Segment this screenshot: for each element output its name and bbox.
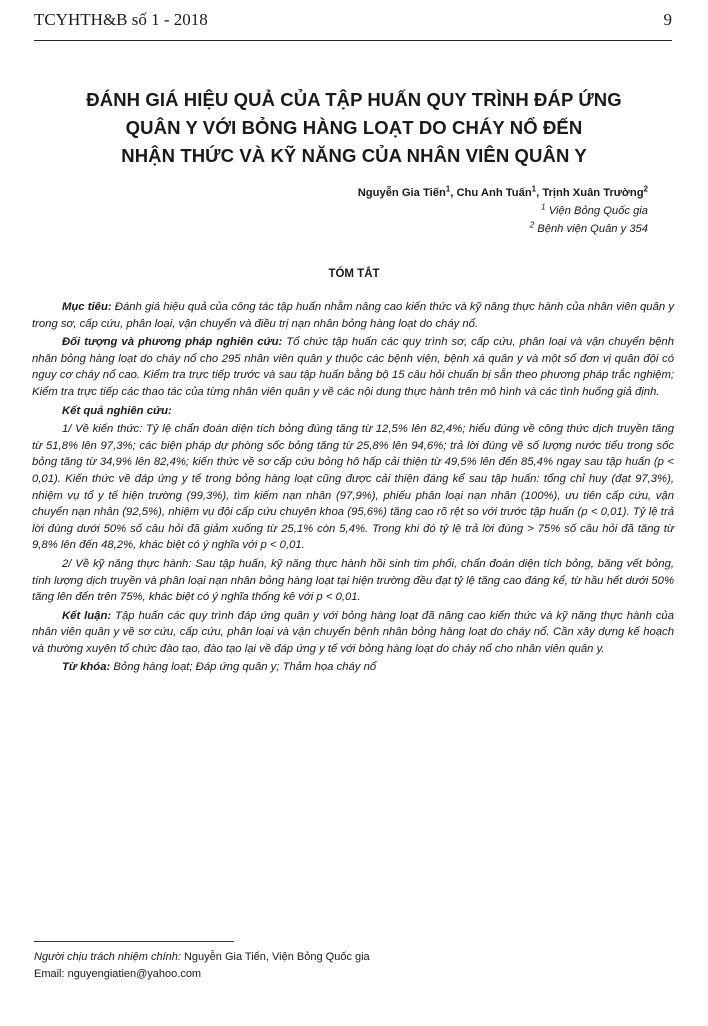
author-3: Trịnh Xuân Trường	[542, 187, 644, 199]
footnote-divider	[34, 941, 234, 942]
author-1: Nguyễn Gia Tiến	[357, 187, 446, 199]
email-address[interactable]: nguyengiatien@yahoo.com	[64, 968, 202, 980]
responsible-label: Người chịu trách nhiệm chính:	[34, 951, 181, 963]
page-number: 9	[663, 10, 672, 29]
title-line-3: NHẬN THỨC VÀ KỸ NĂNG CỦA NHÂN VIÊN QUÂN Y	[121, 145, 587, 166]
abstract-results-skills: 2/ Về kỹ năng thực hành: Sau tập huấn, kỹ năng thực hành hồi sinh tim phổi, chẩn đoán diện tích bỏng, băng vết bỏng, tính lượng dịch truyền và phân loại nạn nhân bỏng hàng loạt tại hiện trường đều đạt tỷ lệ tăng cao đáng kể, từ hầu hết dưới 50% tăng lên đến trên 75%, khác biệt có ý nghĩa thống kê với p < 0,01.	[32, 557, 674, 604]
header-divider	[34, 40, 672, 41]
methods-text: Tổ chức tập huấn các quy trình sơ, cấp cứu, phân loại và vận chuyển bệnh nhân bỏng hàng loạt do cháy nổ cho 295 nhân viên quân y thuộc các bệnh viện, bệnh xá quân y và một số đơn vị quân đội có nguy cơ cháy nổ cao. Kiểm tra trực tiếp trước và sau tập huấn bằng bộ 15 câu hỏi chuẩn bị sẵn theo phương pháp trắc nghiệm; Kiểm tra trực tiếp các thao tác của từng nhân viên quân y về các nội dung thực hành trên mô hình và các tình huống giả định.	[32, 336, 675, 398]
objective-text: Đánh giá hiệu quả của công tác tập huấn nhằm nâng cao kiến thức và kỹ năng thực hành của nhân viên quân y trong sơ, cấp cứu, phân loại, vận chuyển và điều trị nạn nhân bỏng hàng loạt do cháy nổ.	[32, 301, 674, 330]
author-names	[358, 184, 648, 202]
affiliation-1-number: 1	[541, 202, 546, 212]
abstract-conclusion	[32, 608, 674, 658]
keywords-text: Bỏng hàng loạt; Đáp ứng quân y; Thảm họa cháy nổ	[110, 661, 377, 674]
footnote	[34, 949, 370, 983]
title-line-2: QUÂN Y VỚI BỎNG HÀNG LOẠT DO CHÁY NỔ ĐẾN	[125, 117, 583, 138]
title-line-1: ĐÁNH GIÁ HIỆU QUẢ CỦA TẬP HUẤN QUY TRÌNH ĐÁP ỨNG	[86, 89, 622, 110]
abstract-body	[32, 299, 674, 678]
author-1-affiliation: 1	[445, 184, 451, 194]
author-separator: ,	[536, 187, 543, 199]
abstract-results-heading	[32, 403, 674, 420]
footnote-responsible	[34, 949, 370, 966]
journal-issue: TCYHTH&B số 1 - 2018	[34, 10, 208, 29]
affiliation-1-name: Viện Bỏng Quốc gia	[548, 205, 648, 217]
keywords-label: Từ khóa:	[62, 661, 111, 674]
author-2: Chu Anh Tuấn	[456, 187, 532, 199]
article-title	[40, 86, 668, 170]
author-2-affiliation: 1	[531, 184, 537, 194]
objective-label: Mục tiêu:	[62, 301, 112, 313]
abstract-results-knowledge: 1/ Về kiến thức: Tỷ lệ chẩn đoán diện tích bỏng đúng tăng từ 12,5% lên 82,4%; hiểu đúng về công thức dịch truyền tăng từ 51,8% lên 97,3%; các biện pháp dự phòng sốc bỏng tăng từ 25,8% lên 94,6%; trả lời đúng về số lượng nước tiểu trong sốc bỏng tăng từ 34,9% lên 82,4%; kiến thức về sơ cấp cứu bỏng hô hấp cải thiện từ 49,5% lên đến 85,4% ngay sau tập huấn (p < 0,01). Kiến thức về đáp ứng y tế trong bỏng hàng loạt cũng được cải thiện đáng kể sau tập huấn: tổng chỉ huy (đạt 97,3%), nhiệm vụ tổ y tế hiện trường (99,3%), tìm kiếm nạn nhân (97,9%), phiếu phân loại nạn nhân (100%), ưu tiên cấp cứu, vận chuyển nạn nhân (92,5%), nhiệm vụ đội cấp cứu chuyên khoa (95,6%) tăng cao rõ rệt so với trước tập huấn (p < 0,01). Tỷ lệ trả lời đúng dưới 50% số câu hỏi đã giảm xuống từ 25,1% còn 5,4%. Trong khi đó tỷ lệ trả lời đúng > 75% số câu hỏi đã tăng từ 9,8% lên đến 48,2%, khác biệt có ý nghĩa với p < 0,01.	[32, 423, 674, 552]
email-label: Email:	[34, 968, 65, 980]
abstract-methods	[32, 334, 674, 400]
abstract-heading: TÓM TẮT	[328, 268, 380, 280]
footnote-email	[34, 966, 370, 983]
affiliation-2-name: Bệnh viện Quân y 354	[537, 223, 648, 235]
conclusion-text: Tập huấn các quy trình đáp ứng quân y với bỏng hàng loạt đã nâng cao kiến thức và kỹ năng thực hành của nhân viên quân y về sơ cứu, cấp cứu, phân loại và vận chuyển bệnh nhân bỏng hàng loạt do cháy nổ. Cần xây dựng kế hoạch và thường xuyên tổ chức đào tạo, đào tạo lại về đáp ứng y tế với bỏng hàng loạt do cháy nổ cho nhân viên quân y.	[32, 609, 674, 655]
results-label: Kết quả nghiên cứu:	[62, 404, 172, 417]
author-3-affiliation: 2	[643, 184, 648, 194]
abstract-objective	[32, 299, 674, 332]
author-separator: ,	[450, 187, 457, 199]
author-block	[358, 184, 648, 238]
abstract-keywords	[32, 659, 674, 676]
conclusion-label: Kết luận:	[62, 609, 112, 622]
affiliation-1	[358, 202, 648, 220]
responsible-text: Nguyễn Gia Tiến, Viện Bỏng Quốc gia	[180, 951, 370, 963]
running-header	[34, 10, 672, 30]
affiliation-2-number: 2	[529, 220, 535, 230]
affiliation-2	[358, 220, 648, 238]
methods-label: Đối tượng và phương pháp nghiên cứu:	[62, 336, 283, 349]
